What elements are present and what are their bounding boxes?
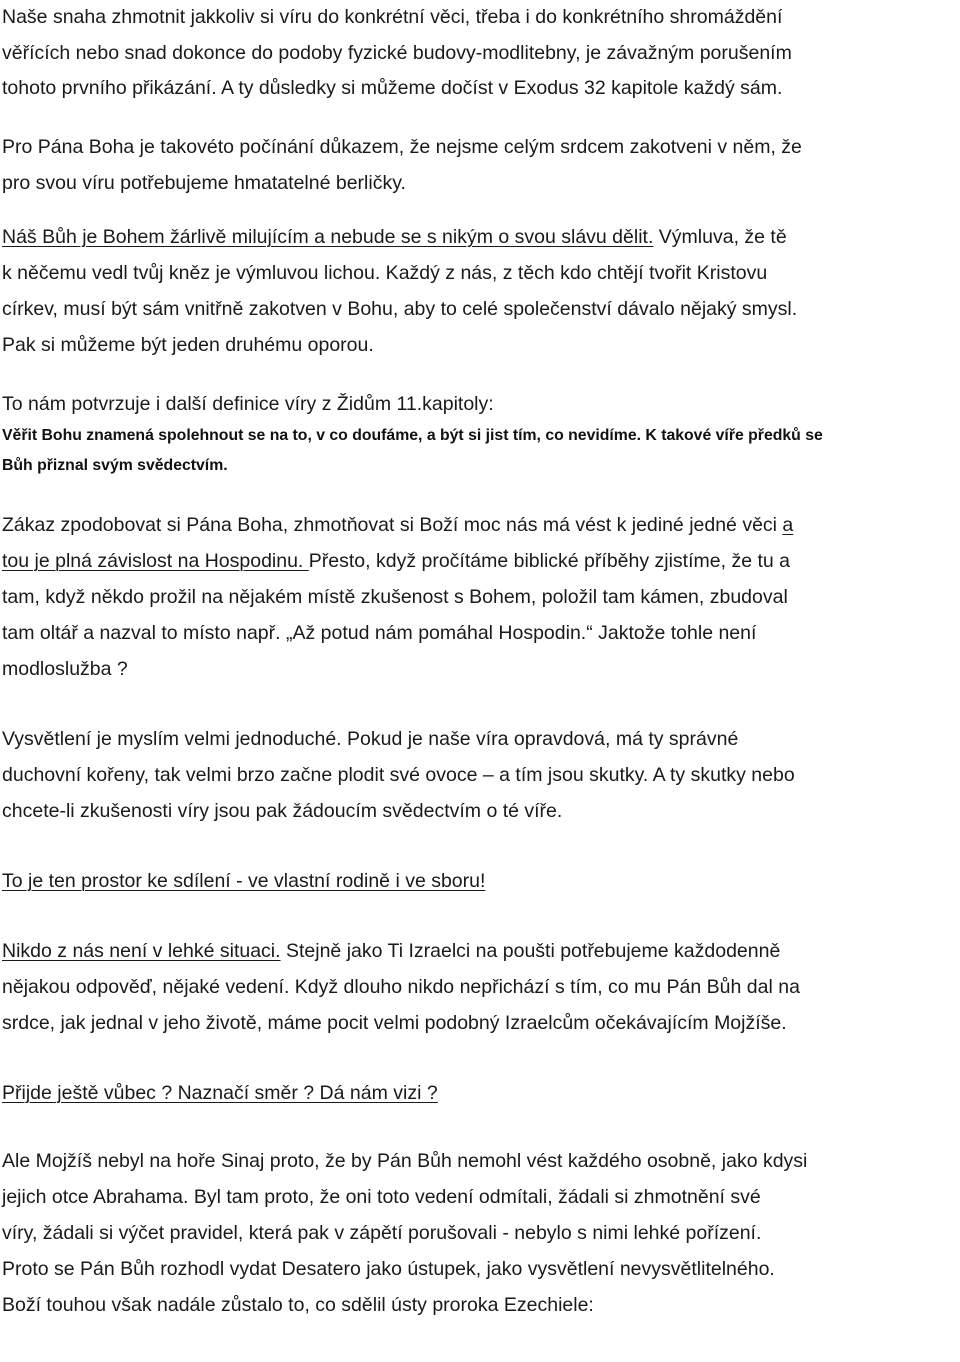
text-line <box>2 255 958 291</box>
text-line: Naše snaha zhmotnit jakkoliv si víru do konkrétní věci, třeba i do konkrétního shromáždění <box>2 6 783 28</box>
text-line: tohoto prvního přikázání. A ty důsledky si můžeme dočíst v Exodus 32 kapitole každý sám. <box>2 77 783 99</box>
text-run: Přesto, když pročítáme biblické příběhy zjistíme, že tu a <box>308 549 790 572</box>
text-line: Pak si můžeme být jeden druhému oporou. <box>2 333 374 356</box>
text-line: víry, žádali si výčet pravidel, která pak v zápětí porušovali - nebylo s nimi lehké pořízení. <box>2 1221 762 1244</box>
paragraph-6 <box>2 721 958 829</box>
scripture-quote <box>2 421 958 481</box>
text-line: věřících nebo snad dokonce do podoby fyzické budovy-modlitebny, je závažným porušením <box>2 41 792 64</box>
text-line <box>2 219 958 255</box>
text-run: Stejně jako Ti Izraelci na poušti potřebujeme každodenně <box>280 939 781 962</box>
text-line: tam, když někdo prožil na nějakém místě zkušenost s Bohem, položil tam kámen, zbudoval <box>2 585 788 608</box>
text-line: To nám potvrzuje i další definice víry z Židům 11.kapitoly: <box>2 392 494 415</box>
text-line: pro svou víru potřebujeme hmatatelné berličky. <box>2 171 406 194</box>
text-line <box>2 507 958 543</box>
document-page <box>2 0 958 1323</box>
text-line: Ale Mojžíš nebyl na hoře Sinaj proto, že by Pán Bůh nemohl vést každého osobně, jako kdysi <box>2 1149 808 1172</box>
paragraph-8 <box>2 933 958 1041</box>
underlined-text: tou je plná závislost na Hospodinu. <box>2 549 309 572</box>
text-line: Vysvětlení je myslím velmi jednoduché. Pokud je naše víra opravdová, má ty správné <box>2 727 739 750</box>
underlined-text: Náš Bůh je Bohem žárlivě milujícím a nebude se s nikým o svou slávu dělit. <box>2 225 654 248</box>
paragraph-7 <box>2 863 958 899</box>
text-line: srdce, jak jednal v jeho životě, máme pocit velmi podobný Izraelcům očekávajícím Mojžíše. <box>2 1011 787 1034</box>
underlined-text: To je ten prostor ke sdílení - ve vlastní rodině i ve sboru! <box>2 869 486 892</box>
text-run: Zákaz zpodobovat si Pána Boha, zhmotňovat si Boží moc nás má vést k jediné jedné věci <box>2 513 783 536</box>
paragraph-3 <box>2 219 958 363</box>
text-run: Každý z nás, z těch kdo chtějí tvořit Kristovu <box>380 261 768 284</box>
text-line: Proto se Pán Bůh rozhodl vydat Desatero jako ústupek, jako vysvětlení nevysvětlitelného. <box>2 1257 775 1280</box>
text-line: tam oltář a nazval to místo např. „Až potud nám pomáhal Hospodin.“ Jaktože tohle není <box>2 621 757 644</box>
underlined-text: Nikdo z nás není v lehké situaci. <box>2 939 281 962</box>
text-line: duchovní kořeny, tak velmi brzo začne plodit své ovoce – a tím jsou skutky. A ty skutky nebo <box>2 763 795 786</box>
text-line: Pro Pána Boha je takovéto počínání důkazem, že nejsme celým srdcem zakotveni v něm, že <box>2 135 802 158</box>
text-line: nějakou odpověď, nějaké vedení. Když dlouho nikdo nepřichází s tím, co mu Pán Bůh dal na <box>2 975 800 998</box>
underlined-text: Přijde ještě vůbec ? Naznačí směr ? Dá nám vizi ? <box>2 1081 438 1104</box>
paragraph-2 <box>2 129 958 201</box>
quote-line: Věřit Bohu znamená spolehnout se na to, v co doufáme, a být si jist tím, co nevidíme. K takové víře předků se <box>2 426 823 444</box>
text-line: jejich otce Abrahama. Byl tam proto, že oni toto vedení odmítali, žádali si zhmotnění své <box>2 1185 761 1208</box>
text-line: chcete-li zkušenosti víry jsou pak žádoucím svědectvím o té víře. <box>2 799 563 822</box>
underlined-text: a <box>782 513 794 536</box>
quote-line: Bůh přiznal svým svědectvím. <box>2 456 228 474</box>
paragraph-10 <box>2 1143 958 1323</box>
paragraph-9 <box>2 1075 958 1111</box>
text-line: církev, musí být sám vnitřně zakotven v Bohu, aby to celé společenství dávalo nějaký smysl. <box>2 297 798 320</box>
paragraph-5 <box>2 507 958 687</box>
text-line <box>2 933 958 969</box>
text-line <box>2 543 958 579</box>
text-run: k něčemu vedl tvůj kněz je výmluvou lichou. <box>2 261 381 284</box>
text-line: modloslužba ? <box>2 657 128 680</box>
paragraph-4 <box>2 387 958 481</box>
paragraph-1 <box>2 0 958 107</box>
text-run: Výmluva, že tě <box>653 225 787 248</box>
text-line: Boží touhou však nadále zůstalo to, co sdělil ústy proroka Ezechiele: <box>2 1293 594 1316</box>
